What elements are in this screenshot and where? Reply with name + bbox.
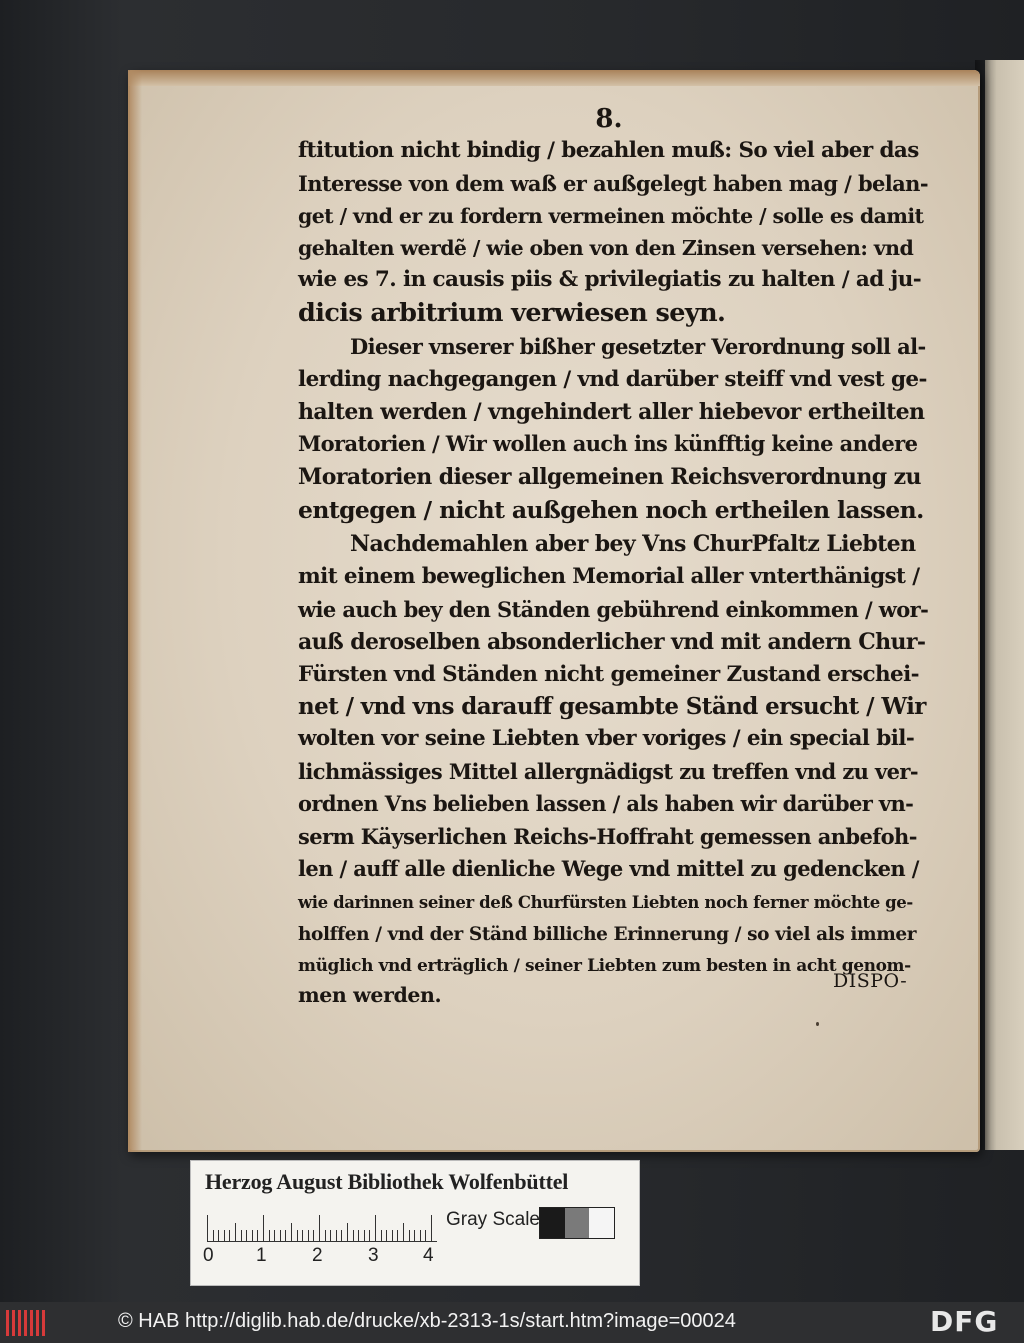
ruler-tick [336, 1230, 337, 1241]
ruler-tick [297, 1230, 298, 1241]
ruler-tick [364, 1230, 365, 1241]
text-line: holffen / vnd der Ständ billiche Erinnerung / so viel als immer [298, 924, 917, 945]
catchword: DISPO- [833, 970, 908, 992]
ruler-tick [280, 1230, 281, 1241]
ruler-number: 2 [312, 1245, 323, 1266]
ruler-tick [375, 1215, 376, 1241]
ruler-tick [246, 1230, 247, 1241]
text-line: gehalten werdẽ / wie oben von den Zinsen versehen: vnd [298, 236, 914, 260]
ruler-tick [325, 1230, 326, 1241]
text-line: auß deroselben absonderlicher vnd mit andern Chur- [298, 629, 926, 655]
text-line: Dieser vnserer bißher gesetzter Verordnung soll al- [350, 334, 926, 359]
ruler-tick [207, 1215, 208, 1241]
ruler-tick [392, 1230, 393, 1241]
ruler-tick [252, 1230, 253, 1241]
ruler-tick [330, 1230, 331, 1241]
gray-scale-swatch [539, 1207, 615, 1239]
ruler-tick [257, 1230, 258, 1241]
text-line: lichmässiges Mittel allergnädigst zu treffen vnd zu ver- [298, 759, 918, 784]
copyright-link[interactable]: © HAB http://diglib.hab.de/drucke/xb-2313-1s/start.htm?image=00024 [118, 1310, 736, 1332]
ruler-number: 0 [203, 1245, 214, 1266]
text-line: Interesse von dem waß er außgelegt haben mag / belan- [298, 171, 928, 196]
ruler-tick [386, 1230, 387, 1241]
text-line: Fürsten vnd Ständen nicht gemeiner Zustand erschei- [298, 662, 919, 687]
ruler-tick [218, 1230, 219, 1241]
ruler-number: 4 [423, 1245, 434, 1266]
ruler-tick [291, 1223, 292, 1241]
ruler-tick [358, 1230, 359, 1241]
ruler-tick [353, 1230, 354, 1241]
text-line: lerding nachgegangen / vnd darüber steiff vnd vest ge- [298, 367, 927, 392]
ruler-tick [347, 1223, 348, 1241]
ruler-tick [235, 1223, 236, 1241]
ruler-tick [313, 1230, 314, 1241]
text-line: mit einem beweglichen Memorial aller vnterthänigst / [298, 564, 920, 589]
ruler-tick [431, 1215, 432, 1241]
dfg-logo: DFG [930, 1305, 999, 1338]
text-line: Nachdemahlen aber bey Vns ChurPfaltz Liebten [350, 531, 916, 557]
footer-bar [0, 1302, 1024, 1343]
text-line: serm Käyserlichen Reichs-Hoffraht gemessen anbefoh- [298, 824, 917, 849]
ruler-number: 3 [368, 1245, 379, 1266]
gray-swatch-dark [540, 1208, 565, 1238]
ruler-tick [285, 1230, 286, 1241]
ruler-tick [274, 1230, 275, 1241]
ruler-tick [341, 1230, 342, 1241]
text-line: müglich vnd erträglich / seiner Liebten zum besten in acht genom- [298, 956, 911, 976]
text-line: len / auff alle dienliche Wege vnd mittel zu gedencken / [298, 856, 919, 881]
paper-speck [816, 1022, 819, 1026]
ruler-tick [403, 1223, 404, 1241]
ruler-tick [381, 1230, 382, 1241]
gray-scale-label: Gray Scale [446, 1209, 540, 1230]
library-title: Herzog August Bibliothek Wolfenbüttel [205, 1169, 569, 1194]
ruler-tick [302, 1230, 303, 1241]
hab-logo-icon [6, 1310, 46, 1336]
ruler-tick [397, 1230, 398, 1241]
ruler-tick [263, 1215, 264, 1241]
ruler-tick [369, 1230, 370, 1241]
ruler-tick [414, 1230, 415, 1241]
text-line: halten werden / vngehindert aller hiebevor ertheilten [298, 399, 925, 425]
text-line: net / vnd vns darauff gesambte Ständ ersucht / Wir [298, 693, 926, 720]
text-line: dicis arbitrium verwiesen seyn. [298, 298, 726, 328]
text-line: Moratorien dieser allgemeinen Reichsverordnung zu [298, 464, 921, 490]
ruler-tick [241, 1230, 242, 1241]
ruler-tick [420, 1230, 421, 1241]
color-scale-card [190, 1160, 640, 1286]
ruler-tick [409, 1230, 410, 1241]
ruler-tick [319, 1215, 320, 1241]
ruler-tick [269, 1230, 270, 1241]
text-line: wolten vor seine Liebten vber voriges / ein special bil- [298, 726, 915, 751]
text-line: ordnen Vns belieben lassen / als haben wir darüber vn- [298, 791, 914, 816]
ruler-tick [229, 1230, 230, 1241]
page-number: 8. [595, 104, 623, 134]
text-line: Moratorien / Wir wollen auch ins künfftig keine andere [298, 431, 918, 456]
ruler [207, 1213, 437, 1242]
ruler-tick [308, 1230, 309, 1241]
text-line: wie es 7. in causis piis & privilegiatis zu halten / ad ju- [298, 267, 922, 292]
text-line: ftitution nicht bindig / bezahlen muß: So viel aber das [298, 138, 919, 163]
text-line: get / vnd er zu fordern vermeinen möchte / solle es damit [298, 204, 924, 228]
page-edge-left [128, 70, 142, 1152]
page-edge-top [128, 70, 980, 86]
text-line: wie darinnen seiner deß Churfürsten Liebten noch ferner möchte ge- [298, 893, 913, 912]
text-line: wie auch bey den Ständen gebührend einkommen / wor- [298, 597, 929, 622]
text-line: entgegen / nicht außgehen noch ertheilen lassen. [298, 496, 924, 524]
gray-swatch-mid [565, 1208, 590, 1238]
ruler-tick [213, 1230, 214, 1241]
ruler-number: 1 [256, 1245, 267, 1266]
gray-swatch-light [589, 1208, 614, 1238]
ruler-tick [425, 1230, 426, 1241]
text-line: men werden. [298, 983, 442, 1007]
ruler-tick [224, 1230, 225, 1241]
